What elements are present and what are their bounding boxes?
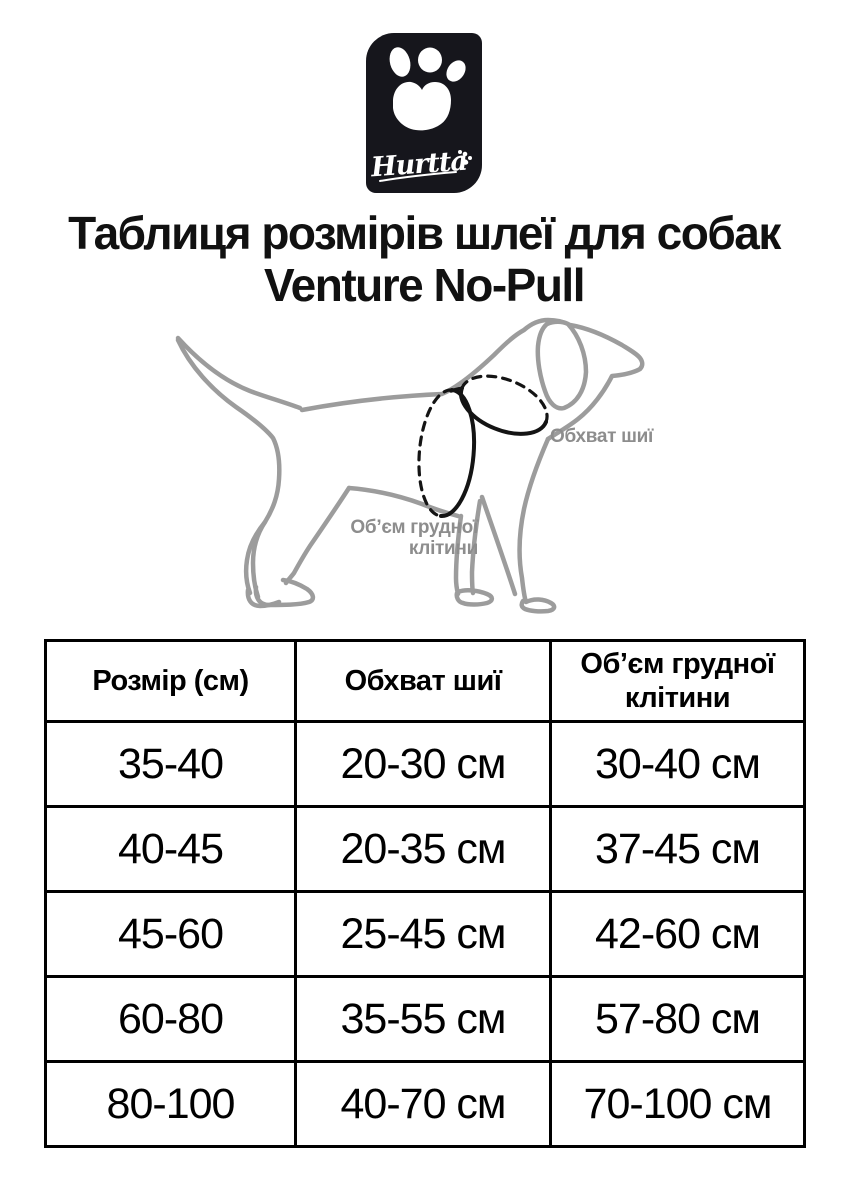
- table-row: [46, 807, 805, 892]
- cell-chest: 57-80 см: [551, 977, 805, 1062]
- cell-neck: 35-55 см: [296, 977, 551, 1062]
- cell-size: 45-60: [46, 892, 296, 977]
- dog-measurement-diagram: [160, 310, 690, 630]
- chest-girth-dashed: [419, 390, 452, 516]
- neck-girth-label: Обхват шиї: [550, 426, 654, 447]
- hurtta-logo: [366, 33, 482, 193]
- chest-girth-label-line2: клітини: [408, 538, 478, 560]
- cell-size: 35-40: [46, 722, 296, 807]
- table-row: [46, 977, 805, 1062]
- cell-neck: 40-70 см: [296, 1062, 551, 1147]
- cell-neck: 25-45 см: [296, 892, 551, 977]
- chest-girth-label-line1: Об’єм грудної: [350, 517, 478, 538]
- page-title: [0, 208, 848, 311]
- dog-front-leg-near: [482, 439, 554, 611]
- dog-hind-leg-near: [178, 340, 349, 605]
- cell-size: 60-80: [46, 977, 296, 1062]
- cell-chest: 70-100 см: [551, 1062, 805, 1147]
- cell-neck: 20-30 см: [296, 722, 551, 807]
- header-neck: Обхват шиї: [296, 641, 551, 722]
- header-size: Розмір (см): [46, 641, 296, 722]
- brand-wordmark: Hurtta: [370, 145, 468, 184]
- dog-outline-illustration: [160, 310, 690, 630]
- cell-chest: 42-60 см: [551, 892, 805, 977]
- table-row: [46, 1062, 805, 1147]
- cell-chest: 30-40 см: [551, 722, 805, 807]
- cell-size: 40-45: [46, 807, 296, 892]
- cell-chest: 37-45 см: [551, 807, 805, 892]
- page-title-line1: Таблиця розмірів шлеї для собак: [68, 207, 780, 259]
- table-row: [46, 892, 805, 977]
- dog-belly: [349, 488, 458, 516]
- chest-girth-label: [350, 517, 478, 560]
- size-table: [44, 639, 806, 1148]
- dog-ear: [538, 322, 586, 409]
- page-title-line2: Venture No-Pull: [264, 258, 584, 311]
- size-table-header-row: [46, 641, 805, 722]
- header-chest: Об’єм грудної клітини: [551, 641, 805, 722]
- table-row: [46, 722, 805, 807]
- cell-neck: 20-35 см: [296, 807, 551, 892]
- cell-size: 80-100: [46, 1062, 296, 1147]
